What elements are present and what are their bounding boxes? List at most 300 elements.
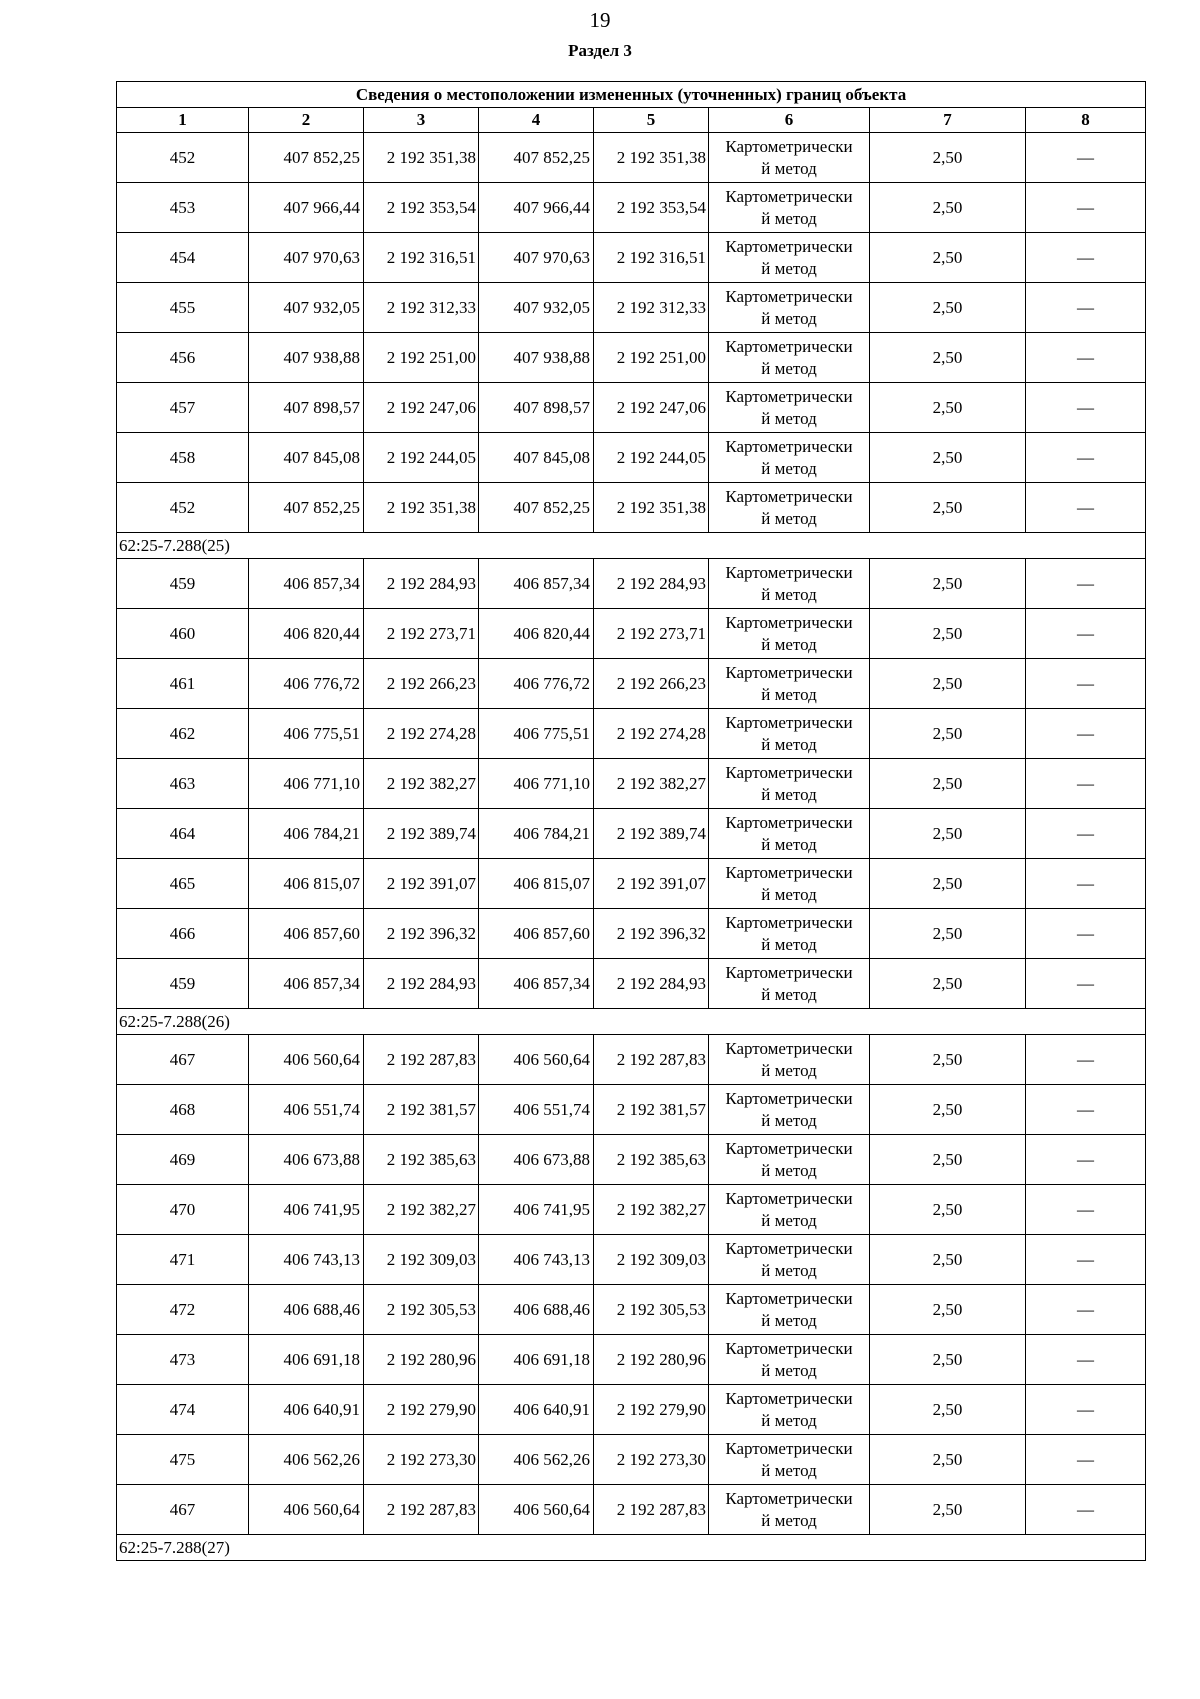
description-cell: —	[1026, 559, 1146, 609]
x-old-cell: 406 551,74	[249, 1085, 364, 1135]
accuracy-cell: 2,50	[870, 759, 1026, 809]
y-old-cell: 2 192 391,07	[364, 859, 479, 909]
x-new-cell: 407 970,63	[479, 233, 594, 283]
point-number-cell: 470	[117, 1185, 249, 1235]
table-row	[117, 233, 1146, 283]
point-number-cell: 458	[117, 433, 249, 483]
method-text-line: й метод	[761, 258, 817, 278]
method-cell	[709, 709, 870, 759]
description-cell: —	[1026, 809, 1146, 859]
method-text-line: Картометрически	[725, 1338, 853, 1358]
y-new-cell: 2 192 266,23	[594, 659, 709, 709]
x-old-cell: 407 898,57	[249, 383, 364, 433]
point-number-cell: 453	[117, 183, 249, 233]
point-number-cell: 466	[117, 909, 249, 959]
method-cell	[709, 1235, 870, 1285]
y-new-cell: 2 192 305,53	[594, 1285, 709, 1335]
method-text-line: Картометрически	[725, 1038, 853, 1058]
method-text-line: й метод	[761, 734, 817, 754]
point-number-cell: 460	[117, 609, 249, 659]
x-old-cell: 407 938,88	[249, 333, 364, 383]
method-cell	[709, 909, 870, 959]
x-new-cell: 406 743,13	[479, 1235, 594, 1285]
description-cell: —	[1026, 183, 1146, 233]
accuracy-cell: 2,50	[870, 1435, 1026, 1485]
x-old-cell: 406 784,21	[249, 809, 364, 859]
method-text-line: Картометрически	[725, 1188, 853, 1208]
y-new-cell: 2 192 284,93	[594, 559, 709, 609]
x-new-cell: 406 691,18	[479, 1335, 594, 1385]
y-new-cell: 2 192 391,07	[594, 859, 709, 909]
point-number-cell: 454	[117, 233, 249, 283]
table-row	[117, 959, 1146, 1009]
table-row	[117, 1185, 1146, 1235]
description-cell: —	[1026, 233, 1146, 283]
method-text-line: Картометрически	[725, 286, 853, 306]
column-number: 7	[870, 108, 1026, 133]
x-old-cell: 406 776,72	[249, 659, 364, 709]
accuracy-cell: 2,50	[870, 559, 1026, 609]
y-new-cell: 2 192 284,93	[594, 959, 709, 1009]
y-new-cell: 2 192 287,83	[594, 1035, 709, 1085]
accuracy-cell: 2,50	[870, 233, 1026, 283]
description-cell: —	[1026, 433, 1146, 483]
y-new-cell: 2 192 382,27	[594, 759, 709, 809]
accuracy-cell: 2,50	[870, 1085, 1026, 1135]
method-cell	[709, 183, 870, 233]
accuracy-cell: 2,50	[870, 483, 1026, 533]
table-row	[117, 333, 1146, 383]
point-number-cell: 459	[117, 559, 249, 609]
table-row	[117, 559, 1146, 609]
method-cell	[709, 333, 870, 383]
method-text-line: й метод	[761, 1410, 817, 1430]
table-body	[117, 133, 1146, 1561]
x-old-cell: 406 673,88	[249, 1135, 364, 1185]
x-old-cell: 407 845,08	[249, 433, 364, 483]
table-row	[117, 1385, 1146, 1435]
method-text-line: й метод	[761, 158, 817, 178]
x-old-cell: 407 852,25	[249, 133, 364, 183]
point-number-cell: 464	[117, 809, 249, 859]
column-number: 5	[594, 108, 709, 133]
y-old-cell: 2 192 244,05	[364, 433, 479, 483]
x-new-cell: 406 857,34	[479, 959, 594, 1009]
description-cell: —	[1026, 1485, 1146, 1535]
method-text-line: й метод	[761, 934, 817, 954]
table-row	[117, 1085, 1146, 1135]
contour-group-row	[117, 1009, 1146, 1035]
x-new-cell: 406 775,51	[479, 709, 594, 759]
column-number: 6	[709, 108, 870, 133]
table-row	[117, 809, 1146, 859]
x-old-cell: 406 691,18	[249, 1335, 364, 1385]
table-row	[117, 283, 1146, 333]
method-text-line: Картометрически	[725, 612, 853, 632]
table-row	[117, 1485, 1146, 1535]
method-text-line: Картометрически	[725, 1488, 853, 1508]
y-old-cell: 2 192 280,96	[364, 1335, 479, 1385]
y-new-cell: 2 192 273,71	[594, 609, 709, 659]
point-number-cell: 462	[117, 709, 249, 759]
table-row	[117, 859, 1146, 909]
y-new-cell: 2 192 385,63	[594, 1135, 709, 1185]
y-new-cell: 2 192 280,96	[594, 1335, 709, 1385]
y-new-cell: 2 192 247,06	[594, 383, 709, 433]
y-new-cell: 2 192 381,57	[594, 1085, 709, 1135]
x-old-cell: 406 771,10	[249, 759, 364, 809]
method-text-line: Картометрически	[725, 962, 853, 982]
method-cell	[709, 1485, 870, 1535]
column-number: 1	[117, 108, 249, 133]
method-text-line: й метод	[761, 584, 817, 604]
x-old-cell: 407 966,44	[249, 183, 364, 233]
accuracy-cell: 2,50	[870, 333, 1026, 383]
table-row	[117, 383, 1146, 433]
method-cell	[709, 809, 870, 859]
y-new-cell: 2 192 382,27	[594, 1185, 709, 1235]
contour-label: 62:25-7.288(25)	[117, 533, 1146, 559]
x-new-cell: 406 776,72	[479, 659, 594, 709]
table-row	[117, 483, 1146, 533]
description-cell: —	[1026, 1435, 1146, 1485]
description-cell: —	[1026, 1235, 1146, 1285]
x-old-cell: 406 741,95	[249, 1185, 364, 1235]
method-text-line: Картометрически	[725, 1438, 853, 1458]
x-old-cell: 406 775,51	[249, 709, 364, 759]
method-text-line: Картометрически	[725, 712, 853, 732]
table-row	[117, 433, 1146, 483]
method-text-line: й метод	[761, 1510, 817, 1530]
x-old-cell: 406 857,34	[249, 959, 364, 1009]
method-text-line: й метод	[761, 458, 817, 478]
accuracy-cell: 2,50	[870, 609, 1026, 659]
method-cell	[709, 609, 870, 659]
x-new-cell: 406 562,26	[479, 1435, 594, 1485]
method-text-line: Картометрически	[725, 562, 853, 582]
y-new-cell: 2 192 287,83	[594, 1485, 709, 1535]
table-row	[117, 1285, 1146, 1335]
method-text-line: й метод	[761, 1110, 817, 1130]
point-number-cell: 456	[117, 333, 249, 383]
y-old-cell: 2 192 382,27	[364, 759, 479, 809]
x-new-cell: 407 966,44	[479, 183, 594, 233]
accuracy-cell: 2,50	[870, 1335, 1026, 1385]
point-number-cell: 452	[117, 133, 249, 183]
table-title: Сведения о местоположении измененных (уточненных) границ объекта	[117, 82, 1146, 108]
column-number-row	[117, 108, 1146, 133]
method-cell	[709, 483, 870, 533]
y-old-cell: 2 192 247,06	[364, 383, 479, 433]
method-cell	[709, 759, 870, 809]
x-old-cell: 406 560,64	[249, 1485, 364, 1535]
point-number-cell: 468	[117, 1085, 249, 1135]
x-new-cell: 407 932,05	[479, 283, 594, 333]
y-old-cell: 2 192 351,38	[364, 133, 479, 183]
point-number-cell: 467	[117, 1035, 249, 1085]
y-new-cell: 2 192 312,33	[594, 283, 709, 333]
description-cell: —	[1026, 659, 1146, 709]
description-cell: —	[1026, 859, 1146, 909]
point-number-cell: 471	[117, 1235, 249, 1285]
x-new-cell: 406 741,95	[479, 1185, 594, 1235]
x-old-cell: 407 852,25	[249, 483, 364, 533]
y-new-cell: 2 192 316,51	[594, 233, 709, 283]
method-text-line: Картометрически	[725, 436, 853, 456]
method-cell	[709, 859, 870, 909]
accuracy-cell: 2,50	[870, 859, 1026, 909]
y-old-cell: 2 192 284,93	[364, 559, 479, 609]
x-new-cell: 406 640,91	[479, 1385, 594, 1435]
method-text-line: Картометрически	[725, 136, 853, 156]
y-old-cell: 2 192 351,38	[364, 483, 479, 533]
coordinates-table	[116, 81, 1146, 1561]
method-text-line: Картометрически	[725, 862, 853, 882]
method-cell	[709, 1385, 870, 1435]
x-new-cell: 406 857,34	[479, 559, 594, 609]
method-text-line: й метод	[761, 208, 817, 228]
description-cell: —	[1026, 759, 1146, 809]
accuracy-cell: 2,50	[870, 809, 1026, 859]
y-old-cell: 2 192 381,57	[364, 1085, 479, 1135]
point-number-cell: 475	[117, 1435, 249, 1485]
y-new-cell: 2 192 351,38	[594, 483, 709, 533]
y-old-cell: 2 192 385,63	[364, 1135, 479, 1185]
column-number: 3	[364, 108, 479, 133]
x-new-cell: 407 845,08	[479, 433, 594, 483]
method-text-line: Картометрически	[725, 336, 853, 356]
table-row	[117, 1035, 1146, 1085]
x-new-cell: 406 560,64	[479, 1485, 594, 1535]
x-old-cell: 406 688,46	[249, 1285, 364, 1335]
point-number-cell: 461	[117, 659, 249, 709]
method-cell	[709, 1435, 870, 1485]
method-text-line: й метод	[761, 1360, 817, 1380]
description-cell: —	[1026, 1085, 1146, 1135]
y-old-cell: 2 192 251,00	[364, 333, 479, 383]
section-title: Раздел 3	[568, 41, 632, 60]
method-cell	[709, 133, 870, 183]
method-cell	[709, 1035, 870, 1085]
x-new-cell: 406 688,46	[479, 1285, 594, 1335]
x-old-cell: 406 857,60	[249, 909, 364, 959]
table-row	[117, 759, 1146, 809]
description-cell: —	[1026, 383, 1146, 433]
method-text-line: й метод	[761, 1460, 817, 1480]
method-text-line: й метод	[761, 408, 817, 428]
x-old-cell: 406 857,34	[249, 559, 364, 609]
table-row	[117, 909, 1146, 959]
point-number-cell: 472	[117, 1285, 249, 1335]
accuracy-cell: 2,50	[870, 909, 1026, 959]
x-new-cell: 406 551,74	[479, 1085, 594, 1135]
y-old-cell: 2 192 312,33	[364, 283, 479, 333]
x-old-cell: 407 932,05	[249, 283, 364, 333]
x-new-cell: 407 898,57	[479, 383, 594, 433]
method-text-line: Картометрически	[725, 186, 853, 206]
y-new-cell: 2 192 351,38	[594, 133, 709, 183]
method-text-line: й метод	[761, 634, 817, 654]
y-old-cell: 2 192 274,28	[364, 709, 479, 759]
y-old-cell: 2 192 305,53	[364, 1285, 479, 1335]
method-text-line: й метод	[761, 884, 817, 904]
y-new-cell: 2 192 389,74	[594, 809, 709, 859]
point-number-cell: 463	[117, 759, 249, 809]
table-row	[117, 1335, 1146, 1385]
y-new-cell: 2 192 244,05	[594, 433, 709, 483]
method-text-line: й метод	[761, 1260, 817, 1280]
x-old-cell: 406 560,64	[249, 1035, 364, 1085]
contour-group-row	[117, 533, 1146, 559]
y-old-cell: 2 192 309,03	[364, 1235, 479, 1285]
method-text-line: Картометрически	[725, 812, 853, 832]
method-cell	[709, 1085, 870, 1135]
x-new-cell: 406 673,88	[479, 1135, 594, 1185]
y-new-cell: 2 192 396,32	[594, 909, 709, 959]
description-cell: —	[1026, 609, 1146, 659]
y-new-cell: 2 192 353,54	[594, 183, 709, 233]
method-cell	[709, 559, 870, 609]
description-cell: —	[1026, 1385, 1146, 1435]
table-row	[117, 709, 1146, 759]
y-new-cell: 2 192 279,90	[594, 1385, 709, 1435]
method-text-line: Картометрически	[725, 1288, 853, 1308]
y-old-cell: 2 192 396,32	[364, 909, 479, 959]
method-cell	[709, 1335, 870, 1385]
y-old-cell: 2 192 382,27	[364, 1185, 479, 1235]
method-cell	[709, 383, 870, 433]
accuracy-cell: 2,50	[870, 1135, 1026, 1185]
table-row	[117, 659, 1146, 709]
description-cell: —	[1026, 909, 1146, 959]
description-cell: —	[1026, 1185, 1146, 1235]
accuracy-cell: 2,50	[870, 1385, 1026, 1435]
x-old-cell: 406 820,44	[249, 609, 364, 659]
method-text-line: Картометрически	[725, 662, 853, 682]
point-number-cell: 455	[117, 283, 249, 333]
table-row	[117, 609, 1146, 659]
description-cell: —	[1026, 483, 1146, 533]
description-cell: —	[1026, 133, 1146, 183]
contour-label: 62:25-7.288(27)	[117, 1535, 1146, 1561]
x-new-cell: 406 815,07	[479, 859, 594, 909]
accuracy-cell: 2,50	[870, 1285, 1026, 1335]
accuracy-cell: 2,50	[870, 133, 1026, 183]
y-new-cell: 2 192 273,30	[594, 1435, 709, 1485]
x-old-cell: 406 562,26	[249, 1435, 364, 1485]
description-cell: —	[1026, 959, 1146, 1009]
point-number-cell: 457	[117, 383, 249, 433]
accuracy-cell: 2,50	[870, 1035, 1026, 1085]
y-old-cell: 2 192 273,71	[364, 609, 479, 659]
x-old-cell: 406 743,13	[249, 1235, 364, 1285]
method-text-line: й метод	[761, 508, 817, 528]
y-old-cell: 2 192 316,51	[364, 233, 479, 283]
method-text-line: й метод	[761, 1210, 817, 1230]
point-number-cell: 459	[117, 959, 249, 1009]
y-old-cell: 2 192 279,90	[364, 1385, 479, 1435]
method-text-line: й метод	[761, 1310, 817, 1330]
method-text-line: Картометрически	[725, 486, 853, 506]
description-cell: —	[1026, 1135, 1146, 1185]
contour-group-row	[117, 1535, 1146, 1561]
method-text-line: Картометрически	[725, 1238, 853, 1258]
method-text-line: й метод	[761, 1160, 817, 1180]
y-new-cell: 2 192 274,28	[594, 709, 709, 759]
method-text-line: й метод	[761, 308, 817, 328]
y-old-cell: 2 192 287,83	[364, 1485, 479, 1535]
table-row	[117, 1235, 1146, 1285]
x-new-cell: 406 820,44	[479, 609, 594, 659]
x-new-cell: 406 784,21	[479, 809, 594, 859]
method-cell	[709, 283, 870, 333]
column-number: 2	[249, 108, 364, 133]
method-text-line: Картометрически	[725, 1388, 853, 1408]
method-text-line: й метод	[761, 358, 817, 378]
method-text-line: й метод	[761, 1060, 817, 1080]
method-cell	[709, 433, 870, 483]
accuracy-cell: 2,50	[870, 283, 1026, 333]
accuracy-cell: 2,50	[870, 433, 1026, 483]
point-number-cell: 474	[117, 1385, 249, 1435]
method-cell	[709, 959, 870, 1009]
method-text-line: Картометрически	[725, 386, 853, 406]
y-new-cell: 2 192 251,00	[594, 333, 709, 383]
method-text-line: Картометрически	[725, 762, 853, 782]
method-text-line: Картометрически	[725, 236, 853, 256]
point-number-cell: 467	[117, 1485, 249, 1535]
method-text-line: Картометрически	[725, 912, 853, 932]
x-new-cell: 406 857,60	[479, 909, 594, 959]
x-new-cell: 407 938,88	[479, 333, 594, 383]
description-cell: —	[1026, 709, 1146, 759]
x-old-cell: 406 815,07	[249, 859, 364, 909]
y-old-cell: 2 192 389,74	[364, 809, 479, 859]
description-cell: —	[1026, 333, 1146, 383]
method-cell	[709, 1185, 870, 1235]
page-number: 19	[589, 8, 611, 32]
method-text-line: й метод	[761, 684, 817, 704]
method-cell	[709, 1135, 870, 1185]
description-cell: —	[1026, 1335, 1146, 1385]
accuracy-cell: 2,50	[870, 709, 1026, 759]
description-cell: —	[1026, 1035, 1146, 1085]
point-number-cell: 465	[117, 859, 249, 909]
description-cell: —	[1026, 1285, 1146, 1335]
x-new-cell: 407 852,25	[479, 133, 594, 183]
point-number-cell: 452	[117, 483, 249, 533]
method-cell	[709, 233, 870, 283]
accuracy-cell: 2,50	[870, 1235, 1026, 1285]
y-old-cell: 2 192 266,23	[364, 659, 479, 709]
column-number: 8	[1026, 108, 1146, 133]
method-cell	[709, 1285, 870, 1335]
y-old-cell: 2 192 287,83	[364, 1035, 479, 1085]
method-text-line: Картометрически	[725, 1088, 853, 1108]
point-number-cell: 469	[117, 1135, 249, 1185]
accuracy-cell: 2,50	[870, 1485, 1026, 1535]
contour-label: 62:25-7.288(26)	[117, 1009, 1146, 1035]
y-old-cell: 2 192 353,54	[364, 183, 479, 233]
table-row	[117, 133, 1146, 183]
table-row	[117, 1135, 1146, 1185]
x-new-cell: 406 560,64	[479, 1035, 594, 1085]
method-text-line: й метод	[761, 984, 817, 1004]
x-new-cell: 407 852,25	[479, 483, 594, 533]
x-old-cell: 406 640,91	[249, 1385, 364, 1435]
y-old-cell: 2 192 284,93	[364, 959, 479, 1009]
accuracy-cell: 2,50	[870, 1185, 1026, 1235]
